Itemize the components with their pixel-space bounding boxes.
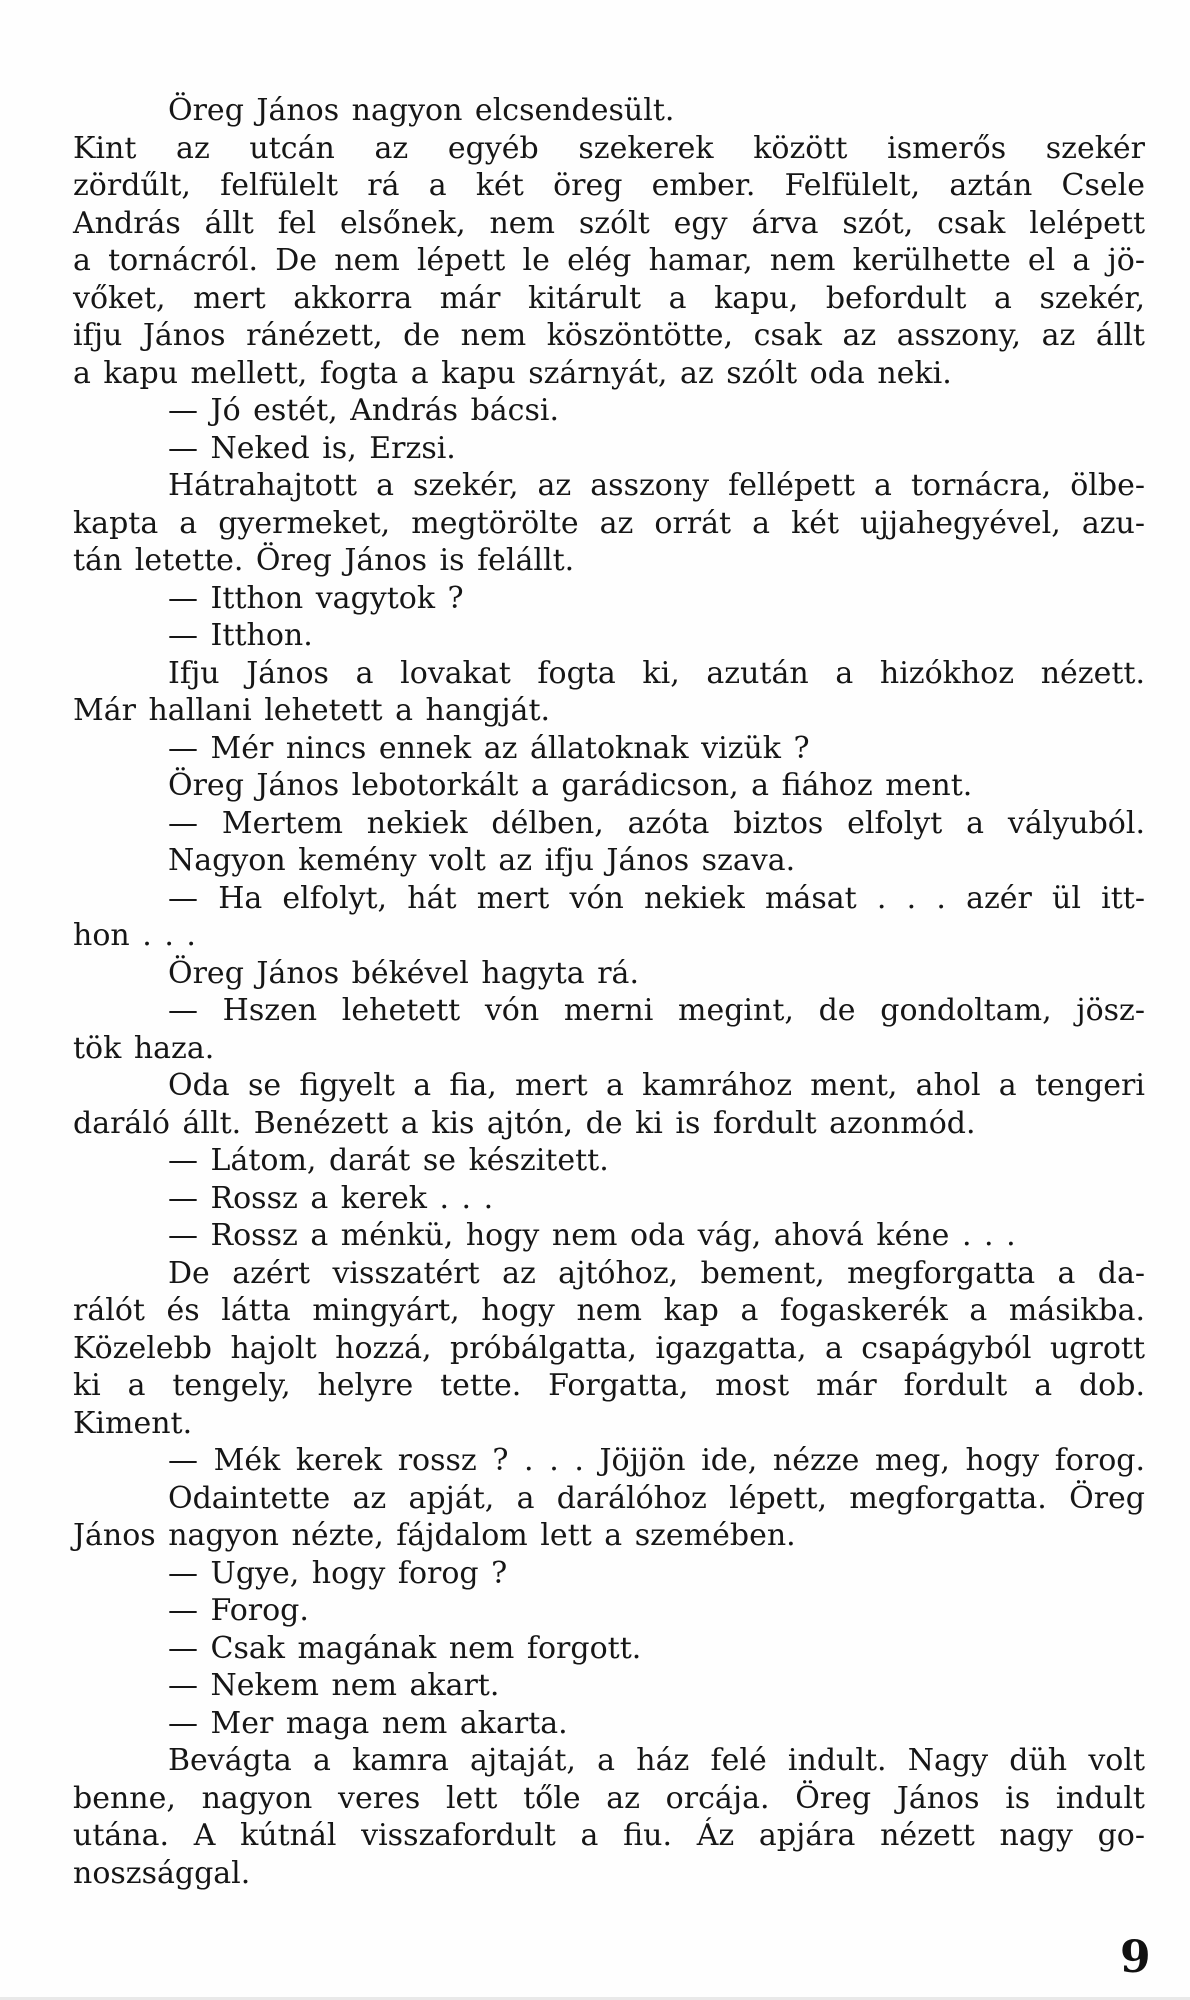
text-line: a tornácról. De nem lépett le elég hamar, nem kerülhette el a jö-: [73, 243, 1145, 278]
text-line: Oda se figyelt a fia, mert a kamrához ment, ahol a tengeri: [168, 1068, 1145, 1103]
text-line: Odaintette az apját, a darálóhoz lépett, megforgatta. Öreg: [168, 1480, 1145, 1516]
text-line: — Csak magának nem forgott.: [168, 1630, 642, 1666]
text-line: Ifju János a lovakat fogta ki, azután a hizókhoz nézett.: [168, 655, 1145, 691]
text-line: — Rossz a kerek . . .: [168, 1180, 494, 1216]
text-line: — Neked is, Erzsi.: [168, 430, 456, 466]
text-line: vőket, mert akkorra már kitárult a kapu, befordult a szekér,: [73, 280, 1145, 316]
text-line: Öreg János nagyon elcsendesült.: [168, 93, 675, 128]
text-line: ifju János ránézett, de nem köszöntötte, csak az asszony, az állt: [73, 318, 1145, 353]
text-line: Öreg János lebotorkált a garádicson, a fiához ment.: [168, 768, 973, 803]
text-line: — Rossz a ménkü, hogy nem oda vág, ahová kéne . . .: [168, 1218, 1016, 1253]
text-line: Közelebb hajolt hozzá, próbálgatta, igazgatta, a csapágyból ugrott: [73, 1330, 1145, 1366]
text-line: — Itthon vagytok ?: [168, 580, 464, 616]
text-line: Nagyon kemény volt az ifju János szava.: [168, 843, 796, 878]
text-line: ki a tengely, helyre tette. Forgatta, most már fordult a dob.: [73, 1368, 1145, 1403]
text-line: Kiment.: [73, 1405, 193, 1441]
text-line: hon . . .: [73, 918, 196, 953]
text-line: — Itthon.: [168, 618, 313, 653]
text-line: — Jó estét, András bácsi.: [168, 393, 560, 428]
text-line: — Mér nincs ennek az állatoknak vizük ?: [168, 730, 810, 766]
text-line: — Látom, darát se készitett.: [168, 1143, 609, 1178]
text-line: Öreg János békével hagyta rá.: [168, 955, 639, 991]
text-line: zördűlt, felfülelt rá a két öreg ember. Felfülelt, aztán Csele: [73, 168, 1145, 203]
text-line: kapta a gyermeket, megtörölte az orrát a két ujjahegyével, azu-: [73, 505, 1145, 541]
text-line: Hátrahajtott a szekér, az asszony fellépett a tornácra, ölbe-: [168, 468, 1145, 503]
text-line: a kapu mellett, fogta a kapu szárnyát, az szólt oda neki.: [73, 355, 952, 391]
text-line: tök haza.: [73, 1030, 215, 1066]
page-number: 9: [1120, 1932, 1151, 1983]
text-line: — Ugye, hogy forog ?: [168, 1555, 508, 1591]
page-text: [73, 92, 1145, 1892]
text-line: — Ha elfolyt, hát mert vón nekiek másat . . . azér ül itt-: [168, 880, 1145, 916]
text-line: Kint az utcán az egyéb szekerek között ismerős szekér: [73, 130, 1145, 166]
text-line: — Hszen lehetett vón merni megint, de gondoltam, jösz-: [168, 993, 1145, 1028]
text-line: daráló állt. Benézett a kis ajtón, de ki is fordult azonmód.: [73, 1105, 976, 1141]
text-line: — Mertem nekiek délben, azóta biztos elfolyt a vályuból.: [168, 805, 1145, 841]
text-line: — Mék kerek rossz ? . . . Jöjjön ide, nézze meg, hogy forog.: [168, 1443, 1145, 1478]
text-line: — Forog.: [168, 1593, 309, 1628]
text-line: rálót és látta mingyárt, hogy nem kap a fogaskerék a másikba.: [73, 1293, 1145, 1328]
text-line: benne, nagyon veres lett tőle az orcája. Öreg János is indult: [73, 1780, 1145, 1816]
text-line: — Nekem nem akart.: [168, 1668, 500, 1703]
text-line: tán letette. Öreg János is felállt.: [73, 543, 575, 578]
text-line: noszsággal.: [73, 1855, 251, 1891]
text-line: András állt fel elsőnek, nem szólt egy árva szót, csak lelépett: [73, 205, 1145, 241]
text-line: János nagyon nézte, fájdalom lett a szemében.: [73, 1518, 796, 1553]
text-line: utána. A kútnál visszafordult a fiu. Áz apjára nézett nagy go-: [73, 1818, 1145, 1853]
text-line: — Mer maga nem akarta.: [168, 1705, 568, 1741]
text-line: De azért visszatért az ajtóhoz, bement, megforgatta a da-: [168, 1255, 1145, 1291]
text-line: Bevágta a kamra ajtaját, a ház felé indult. Nagy düh volt: [168, 1743, 1145, 1778]
text-line: Már hallani lehetett a hangját.: [73, 693, 551, 728]
